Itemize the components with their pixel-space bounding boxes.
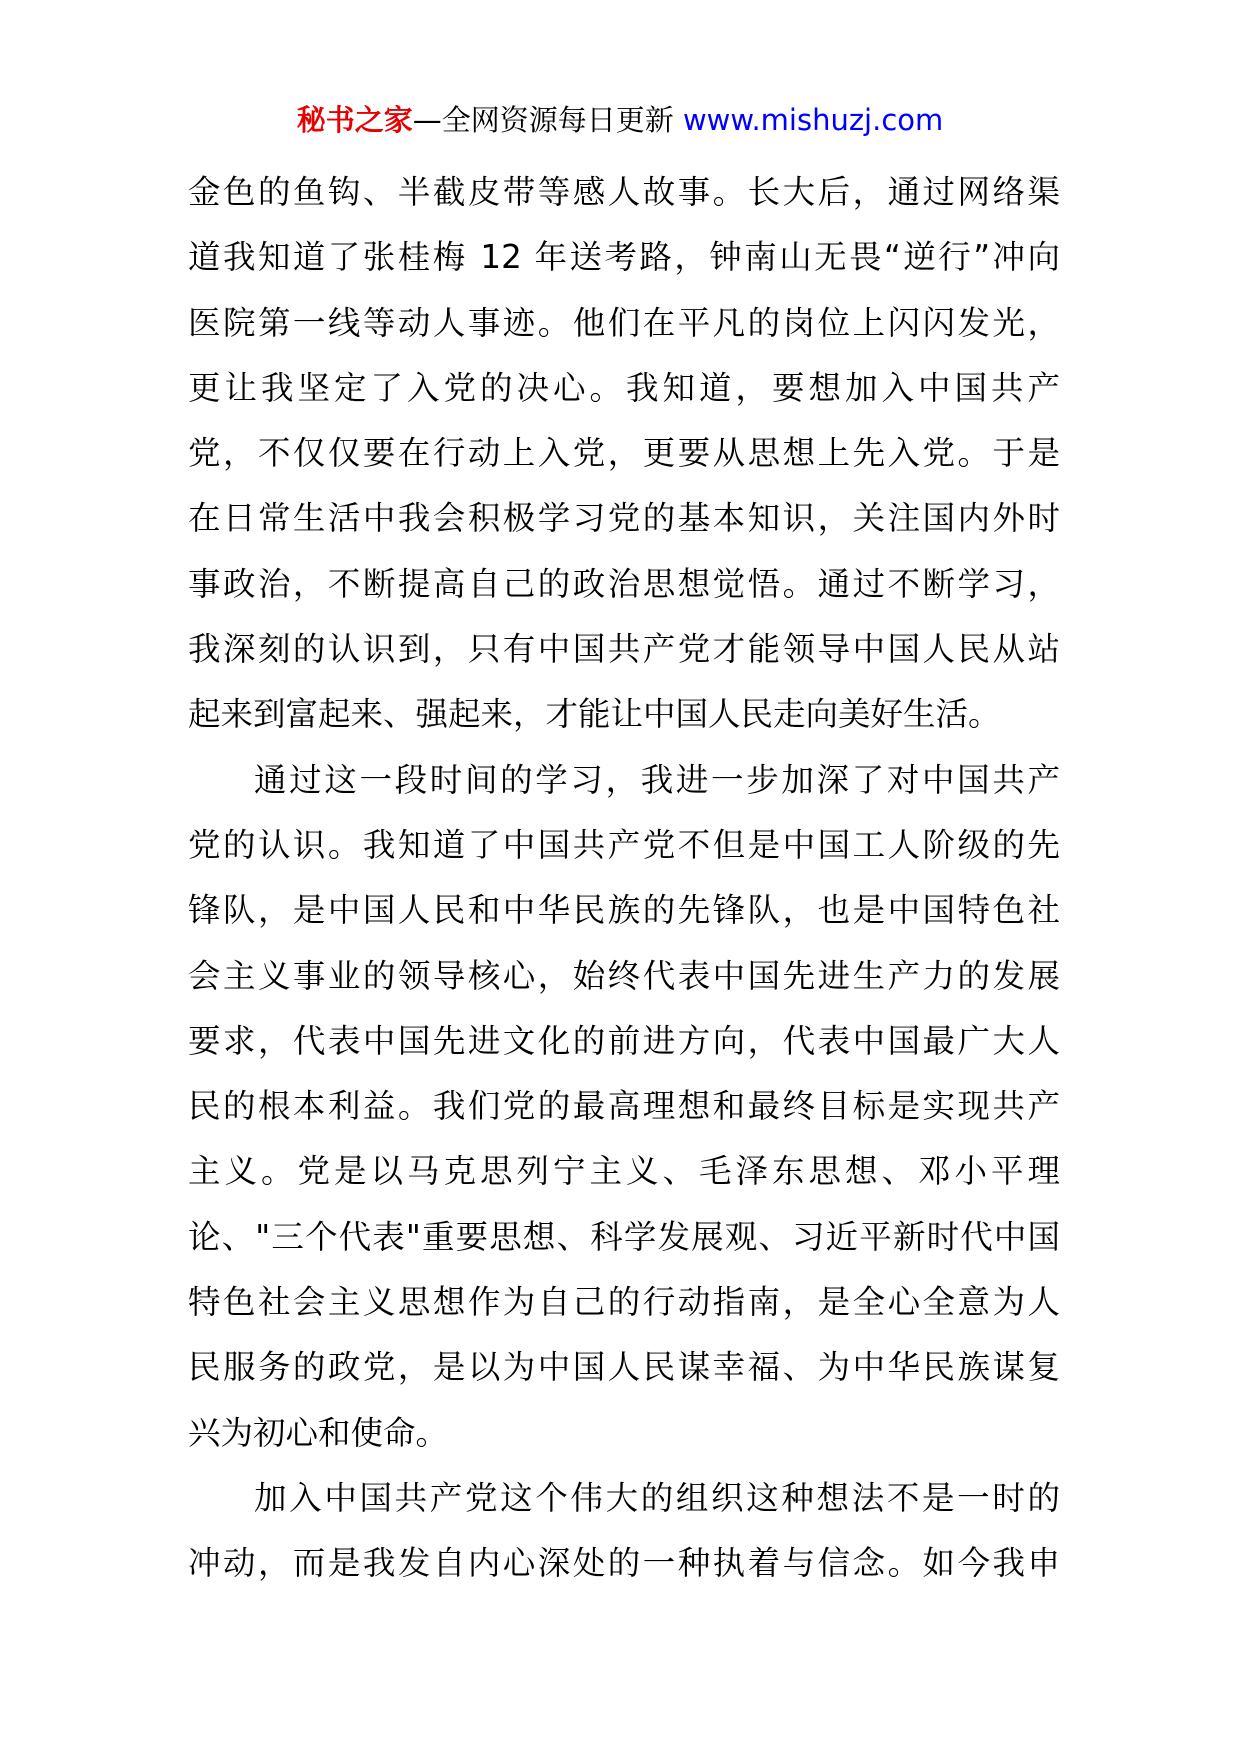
text-line: 会主义事业的领导核心，始终代表中国先进生产力的发展	[188, 956, 1060, 995]
text-line: 道我知道了张桂梅 12 年送考路，钟南山无畏“逆行”冲向	[188, 238, 1060, 277]
text-line: 金色的鱼钩、半截皮带等感人故事。长大后，通过网络渠	[188, 173, 1060, 211]
text-line: 民服务的政党，是以为中国人民谋幸福、为中华民族谋复	[188, 1348, 1060, 1387]
text-line: 更让我坚定了入党的决心。我知道，要想加入中国共产	[188, 368, 1060, 407]
text-line: 加入中国共产党这个伟大的组织这种想法不是一时的	[254, 1478, 1060, 1517]
text-line: 兴为初心和使命。	[188, 1413, 449, 1452]
site-brand: 秘书之家	[296, 103, 413, 137]
text-line: 我深刻的认识到，只有中国共产党才能领导中国人民从站	[188, 630, 1060, 669]
site-tagline: —全网资源每日更新	[412, 103, 683, 137]
paragraph	[188, 748, 1060, 1466]
document-body	[188, 160, 1060, 1597]
text-line: 锋队，是中国人民和中华民族的先锋队，也是中国特色社	[188, 891, 1060, 930]
text-line: 冲动，而是我发自内心深处的一种执着与信念。如今我申	[188, 1544, 1060, 1583]
paragraph	[188, 1466, 1060, 1597]
page-header	[0, 100, 1240, 140]
text-line: 事政治，不断提高自己的政治思想觉悟。通过不断学习，	[188, 564, 1060, 603]
text-line: 通过这一段时间的学习，我进一步加深了对中国共产	[254, 760, 1060, 799]
text-line: 在日常生活中我会积极学习党的基本知识，关注国内外时	[188, 499, 1060, 538]
paragraph	[188, 160, 1060, 748]
text-line: 要求，代表中国先进文化的前进方向，代表中国最广大人	[188, 1021, 1060, 1060]
text-line: 主义。党是以马克思列宁主义、毛泽东思想、邓小平理	[188, 1152, 1060, 1191]
text-line: 党，不仅仅要在行动上入党，更要从思想上先入党。于是	[188, 434, 1060, 473]
text-line: 民的根本利益。我们党的最高理想和最终目标是实现共产	[188, 1087, 1060, 1126]
text-line: 特色社会主义思想作为自己的行动指南，是全心全意为人	[188, 1283, 1060, 1322]
text-line: 党的认识。我知道了中国共产党不但是中国工人阶级的先	[188, 825, 1060, 864]
text-line: 起来到富起来、强起来，才能让中国人民走向美好生活。	[188, 695, 1001, 734]
text-line: 论、"三个代表"重要思想、科学发展观、习近平新时代中国	[188, 1217, 1060, 1256]
text-line: 医院第一线等动人事迹。他们在平凡的岗位上闪闪发光，	[188, 303, 1060, 342]
site-url[interactable]: www.mishuzj.com	[682, 103, 944, 137]
